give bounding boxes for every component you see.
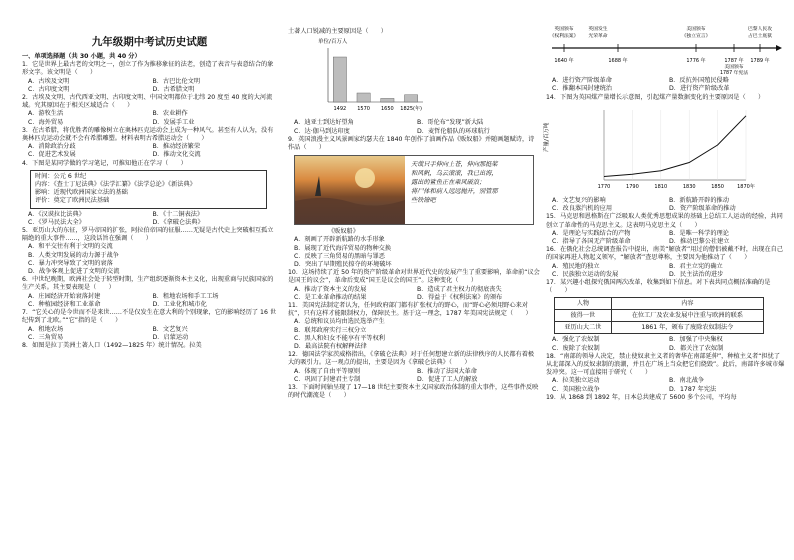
question-15-options: A．是理论与实践结合的产物 B．是唯一科学的理论 C．指导了各国无产阶级革命 D．推动巴黎公社建立 [552,229,730,246]
question-10-options: A．推动了资本主义的发展 B．造成了君主权力的彻底丧失 C．是工业革命推动的结果 D．得益于《权利法案》的颁布 [294,285,503,301]
timeline-event-line2: 《权利法案》 [549,34,579,39]
timeline-event-line1: 英国颁布 [554,27,574,32]
coal-x-tick: 1790 [626,183,639,190]
timeline-year: 1789 年 [750,58,770,64]
question-8-continued: 土著人口锐减的主要原因是（ ） [288,28,387,35]
column-right [546,0,786,560]
section-heading: 一、单项选择题（共 30 小题，共 40 分） [22,53,141,60]
question-11: 11．美国宪法制定者认为，任何政府部门都有扩张权力的野心，而“野心必须用野心来对抗”，只有这样才能限制权力，保障民主。基于这一理念，1787 年美国宪法规定（ ） [288,302,532,318]
question-5-options: A．和平交往有利于文明的交流 B．人类文明发展的动力源于战争 C．暴力冲突导致了文明的衰落 D．战争客观上促进了文明的交流 [28,243,120,276]
timeline-event-line1: 英国发生 [588,27,608,32]
coal-x-tick: 1870年 [737,183,755,190]
question-16: 16．在俄化社会总统调查报告中提出，南美“解放者”用过的僧侣被戴不时，出现在自己的国家再进人物起义领军，“解放者”查思尊称，主要因为他推动了（ ） [546,246,784,262]
question-3: 3．在古希腊，将优胜者的雕像树立在奥林匹克运动会上成为一种风气。甚至有人认为，没有奥林匹克运动会就不会有希腊雕塑。材料表明古希腊运动会（ ） [22,126,274,143]
x-tick-label: 1650 [381,106,394,113]
question-17: 17．某兴趣小组探究俄国两次改革，收集到如下信息。对下表共同点概括准确的是（ ） [546,279,771,295]
timeline-year: 1787 年 [724,58,744,64]
population-chart [288,36,540,119]
question-15: 15．马克思和恩格斯在广泛吸取人类优秀思想成果的基础上总结工人运动的经验，共同创立了革命性的马克思主义。这表明马克思主义（ ） [546,213,783,229]
timeline-year: 1688 年 [608,58,628,64]
coal-output-chart [546,102,766,194]
x-tick-label: 1570 [357,106,370,113]
coal-x-tick: 1810 [654,183,668,190]
coal-x-tick: 1770 [597,183,611,190]
question-9-options: A．刻画了开辟新航路的水手形象 B．展现了近代海洋贸易的物种交换 C．反映了三角贸易的黑暗与罪恶 D．突出了早期殖民掠夺的环境破坏 [294,236,392,269]
population-bar [333,57,346,102]
question-6-options: A．庄园经济开始衰落封建 B．租地农场和手工工场 C．种植园经济和工业革命 D．工业化和城市化 [28,292,219,308]
question-17-options: A．强化了农奴制 B．加强了中央集权 C．废除了农奴制 D．都关注了农奴制 [552,336,724,352]
question-9: 9．英国浪漫主义风景画家约瑟夫在 1840 年创作了油画作品《贩奴船》并随画题赋诗，诗作品（ ） [288,135,535,152]
exam-title: 九年级期中考试历史试题 [91,36,208,48]
chart-y-label: 单位/百万人 [318,39,348,46]
question-19: 19．从 1868 到 1892 年，日本总共建成了 5600 多个公司，平均每 [546,393,737,401]
question-13: 13．下面时间轴呈现了 17—18 世纪主要资本主义国家政治体制的重大事件，这些事件反映的时代潮流是（ ） [288,384,539,400]
question-11-options: A．总统和议员均由选民选举产生 B．联邦政府实行三权分立 C．黑人和妇女不能享有平等权利 D．最高法院有权解释法律 [294,318,385,351]
timeline-event-line1: 美国颁布 [686,27,706,32]
timeline-event-line1: 美国颁布 [724,65,744,70]
question-12-options: A．体现了自由平等原则 B．推动了法国大革命 C．巩固了封建君主专制 D．促进了工人的解放 [294,367,478,383]
coal-x-tick: 1830 [682,183,696,190]
population-bar [404,95,417,102]
question-1-options: A．古埃及文明 B．古巴比伦文明 C．古印度文明 D．古希腊文明 [28,77,201,93]
question-8: 8．如图是拉丁美洲土著人口（1492—1825 年）统计情况。拉美 [22,341,202,349]
question-2-options: A．游牧生活 B．农业耕作 C．海外贸易 D．发展手工业 [28,110,195,126]
population-bar-chart [288,36,428,116]
question-2: 2．古埃及文明、古代西亚文明、古印度文明、中国文明都位于北纬 20 度至 40 度的大河流域。究其原因在于相关区域适合（ ） [22,94,273,110]
painting-poem: 天哉只手伸向上苍，伸向那挺桨 和风帆，乌云滚滚，我已出海， 露出的鲨鱼正在乘风破浪； 将尸体和病人远远抛开，别管那 些铁镣吧 [411,161,498,205]
coal-series-line [604,116,746,177]
timeline-event-line2: 《独立宣言》 [681,34,711,39]
timeline-event-line2: 光荣革命 [588,34,608,39]
question-5: 5．亚历山大的东征，罗马帝国的扩张，阿拉伯帝国的征服……无疑是古代史上突破相互孤立隔绝的重大事件……，这段话旨在强调（ ） [22,227,274,243]
timeline-year: 1640 年 [554,58,574,64]
population-bar [381,99,394,103]
question-18-options: A．拉美独立运动 B．南北战争 C．美国独立战争 D．1787 年宪法 [552,377,717,393]
question-12: 12．德国法学家茨威格指出，《拿破仑法典》对于任何想建立新的法律秩序的人民都有着极大的吸引力。这一观点的提出，主要是因为《拿破仑法典》（ ） [288,351,535,367]
question-4: 4．下图是某同学做的学习笔记，可推知他正在学习（ ） [22,159,187,167]
column-middle [288,0,540,560]
question-14-options: A．文艺复兴的影响 B．新航路开辟的推动 C．改良蒸汽机的应用 D．资产阶级革命的推动 [552,197,736,213]
seascape-graphic [295,156,405,224]
question-4-options: A．《汉谟拉比法典》 B．《十二铜表法》 C．《罗马民法大全》 D．《拿破仑法典》 [28,210,204,226]
timeline [546,22,786,74]
coal-y-label: 产量/百万吨 [544,122,550,152]
painting-image [295,156,405,224]
question-18: 18．“南部的领导人决定，禁止使奴隶主义者的奢华在南部延伸”，种植主义者“担忧了从北部深入的反奴隶制的浪潮，并且在广场上当众把它们烧毁”。此后，南部许多城市爆发冲突。这一可直接用于研究（ ） [546,352,785,377]
painting-caption: 《贩奴船》 [328,228,359,236]
slave-ship-painting [294,155,534,225]
timeline-year: 1776 年 [686,58,706,64]
question-8-options: A．迪亚士到达好望角 B．哥伦布“发现”新大陆 C．达·伽马到达印度 D．麦哲伦船队的环球航行 [294,119,490,135]
timeline-event-line2: 1787 年宪法 [719,71,749,76]
question-7: 7．“它关心的是今世而不是来世……不是仅发生在意大利的个别现象，它的影响经历了 16 世纪传到了北欧。”“它”指的是（ ） [22,309,277,325]
table-row: 彼得一世 在位工厂及农业发展中注重与欧洲的联系 [555,310,764,322]
x-tick-label: 1825(年) [400,106,422,113]
population-bar [357,93,370,102]
coal-x-tick: 1850 [711,183,724,190]
timeline-event-line2: 占巴士底狱 [748,34,772,39]
question-16-options: A．殖民地的独立 B．君主立宪的确立 C．民族独立运动的发展 D．民主法治的进步 [552,262,724,278]
question-14: 14．下图为英国煤产量增长示意图，引起煤产量数据变化的主要原因是（ ） [546,93,765,101]
x-tick-label: 1492 [333,106,347,113]
column-left [22,0,277,560]
question-1: 1．它是世界上最古老的文明之一，创立了作为推移象征的法老，创造了表音与表意结合的象形文字。该文明是（ ） [22,61,274,77]
question-10: 10．这场持续了近 50 年的资产阶级革命对世界近代史的发展产生了重要影响，革命前“议会是国王的议会”，革命后变成“国王是议会的国王”。这种变化（ ） [288,269,540,285]
reform-table [554,297,764,334]
question-13-options: A．进行资产阶级革命 B．反抗外国殖民侵略 C．推翻本国封建统治 D．进行资产阶级改革 [552,77,730,93]
table-header: 内容 [611,298,763,310]
timeline-event-line1: 巴黎人民攻 [748,27,772,32]
question-6: 6．中世纪晚期，欧洲社会处于转型时期，生产组织逐渐资本主义化，出现重商与民族国家的生产关系。其主要表现是（ ） [22,276,274,292]
question-7-options: A．租地农场 B．文艺复兴 C．三角贸易 D．启蒙运动 [28,325,189,341]
table-header: 人物 [555,298,612,310]
study-note-box: 时间：公元 6 世纪 内容：《查士丁尼法典》《法学汇纂》《法学总论》《新法典》 影响：近现代欧洲国家立法的基础 评价：奠定了欧洲民法基础 [30,170,267,209]
table-row: 亚历山大二世 1861 年，颁布了废除农奴制法令 [555,322,764,334]
question-3-options: A．消除政治分歧 B．推动经济繁荣 C．促进艺术发展 D．推动文化交流 [28,143,201,159]
